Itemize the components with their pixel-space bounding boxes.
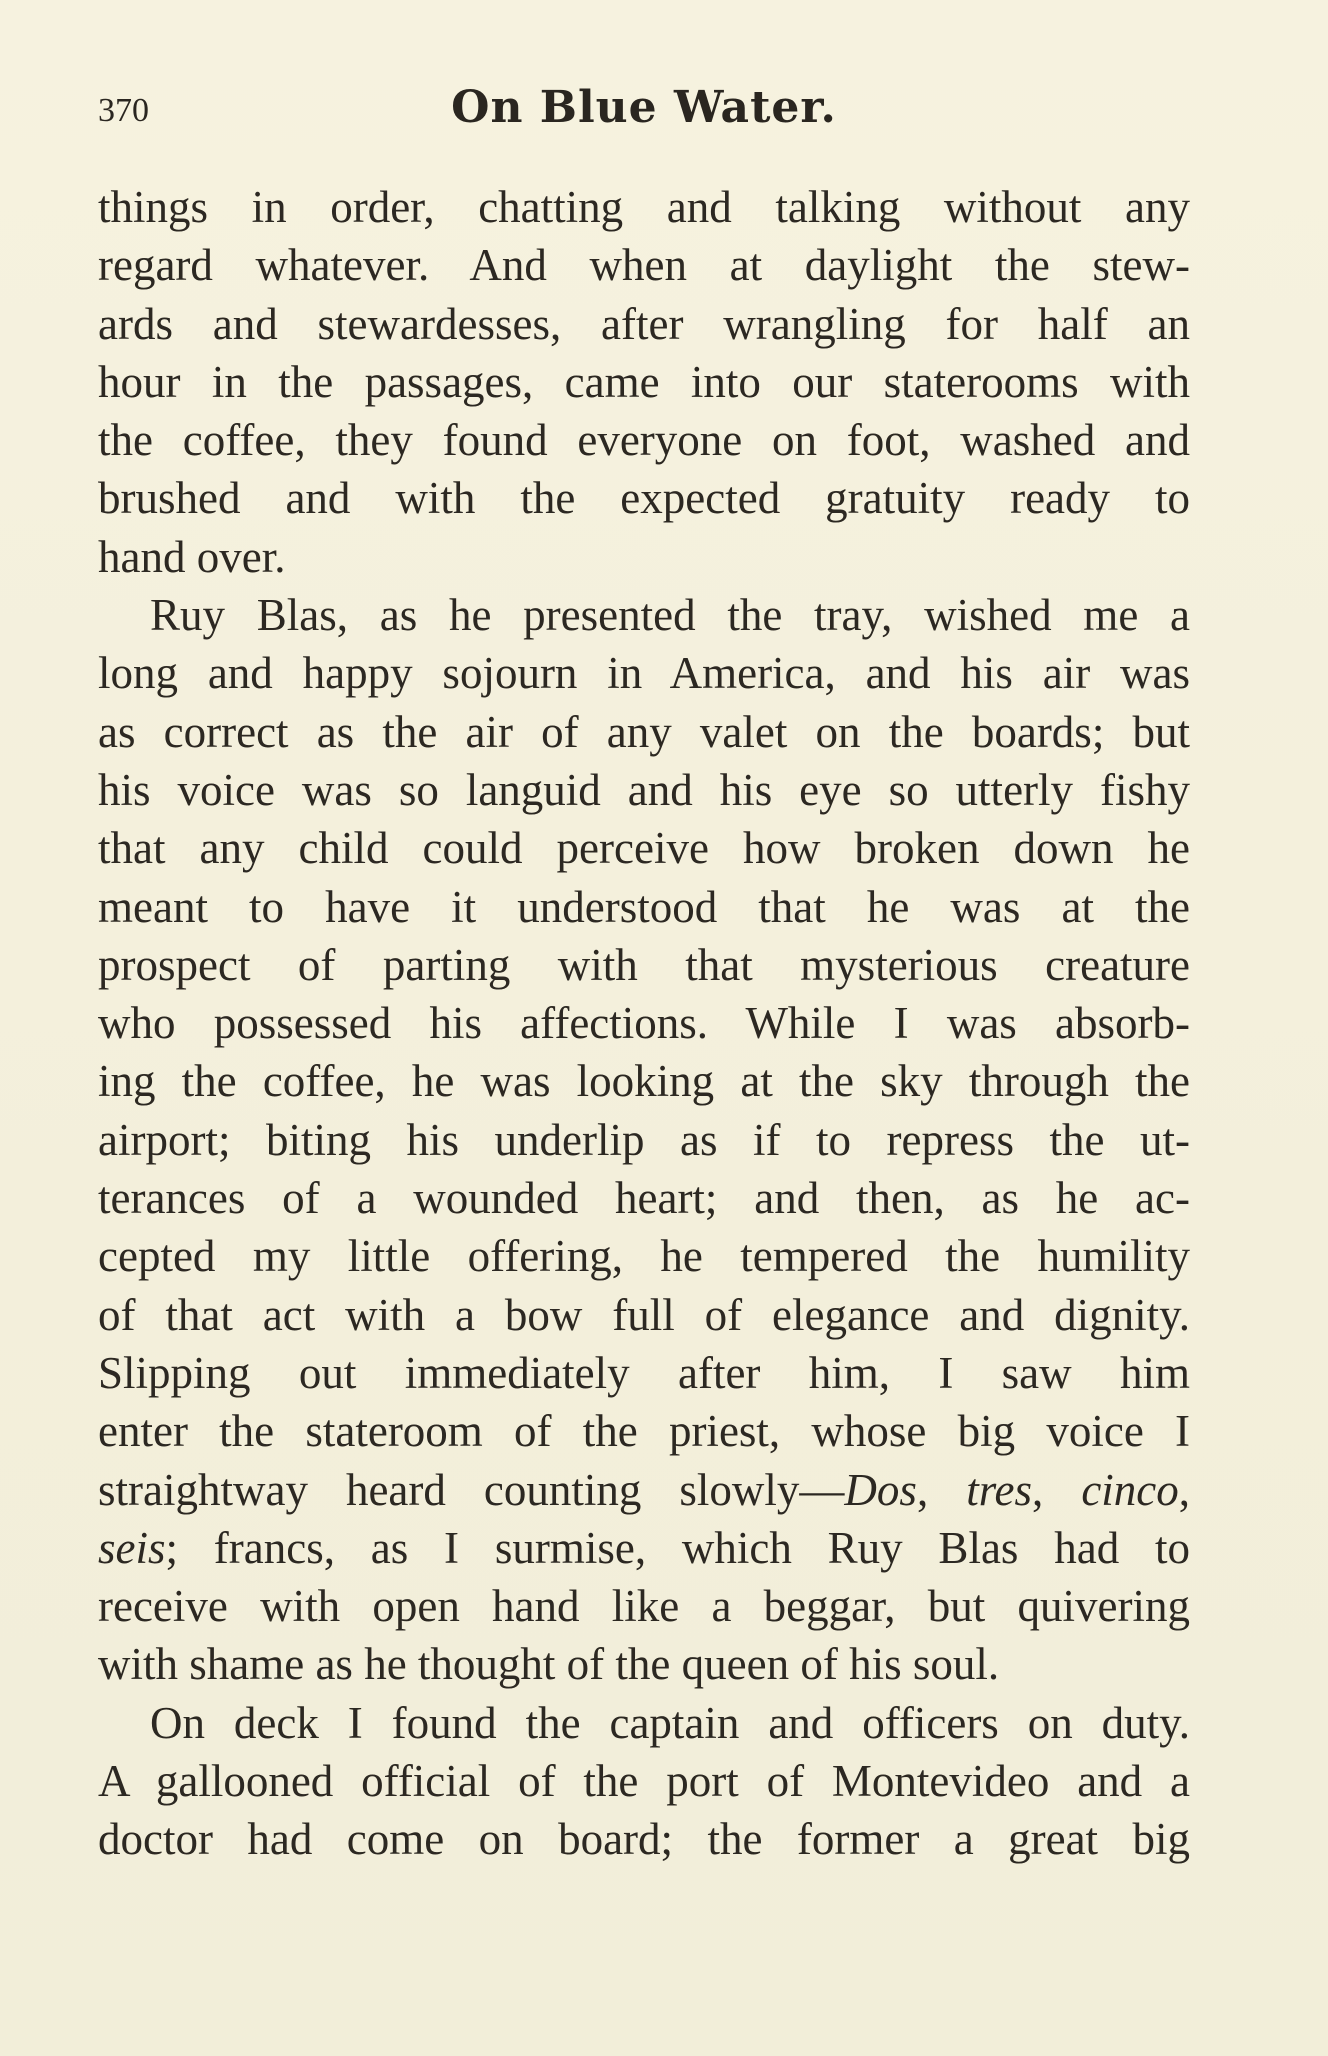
- text-line: long and happy sojourn in America, and his air was: [98, 648, 1190, 699]
- running-head: On Blue Water.: [451, 82, 837, 133]
- text-line: of that act with a bow full of elegance and dignity.: [98, 1289, 1190, 1340]
- italic-word: seis: [98, 1522, 166, 1573]
- text-line: On deck I found the captain and officers on duty.: [150, 1697, 1190, 1748]
- text-line: meant to have it understood that he was at the: [98, 881, 1190, 932]
- text-line: Slipping out immediately after him, I saw him: [98, 1347, 1190, 1398]
- text-line: prospect of parting with that mysterious creature: [98, 939, 1190, 990]
- text-line: airport; biting his underlip as if to repress the ut-: [98, 1114, 1190, 1165]
- text-span: ,: [1032, 1464, 1082, 1515]
- text-line: Ruy Blas, as he presented the tray, wished me a: [150, 590, 1190, 641]
- text-line: hour in the passages, came into our staterooms with: [98, 356, 1190, 407]
- text-line: his voice was so languid and his eye so utterly fishy: [98, 764, 1190, 815]
- text-line: [98, 1519, 1190, 1577]
- body-text: [98, 178, 1190, 1869]
- text-line: hand over.: [98, 531, 286, 582]
- text-line: regard whatever. And when at daylight the stew-: [98, 240, 1190, 291]
- text-line: who possessed his affections. While I was absorb-: [98, 998, 1190, 1049]
- text-line: that any child could perceive how broken down he: [98, 823, 1190, 874]
- text-line: terances of a wounded heart; and then, as he ac-: [98, 1173, 1190, 1224]
- text-line: [98, 1461, 1190, 1519]
- text-line: brushed and with the expected gratuity ready to: [98, 473, 1190, 524]
- text-line: things in order, chatting and talking without any: [98, 182, 1190, 232]
- text-line: enter the stateroom of the priest, whose big voice I: [98, 1406, 1190, 1457]
- page-header: [98, 82, 1190, 152]
- italic-word: cinco: [1081, 1464, 1179, 1515]
- italic-word: tres: [966, 1464, 1033, 1515]
- page-number: 370: [98, 92, 149, 129]
- text-span: ,: [916, 1464, 967, 1515]
- text-line: with shame as he thought of the queen of his soul.: [98, 1639, 1000, 1690]
- text-line: ards and stewardesses, after wrangling for half an: [98, 298, 1190, 349]
- text-line: A gallooned official of the port of Montevideo and a: [98, 1756, 1190, 1807]
- italic-word: Dos: [844, 1464, 917, 1515]
- text-line: ing the coffee, he was looking at the sky through the: [98, 1056, 1190, 1107]
- text-line: receive with open hand like a beggar, but quivering: [98, 1581, 1190, 1632]
- text-line: as correct as the air of any valet on the boards; but: [98, 706, 1190, 757]
- text-span: ; francs, as I surmise, which Ruy Blas had to: [165, 1522, 1190, 1573]
- text-span: straightway heard counting slowly—: [98, 1464, 845, 1515]
- text-line: doctor had come on board; the former a great big: [98, 1814, 1190, 1865]
- text-span: ,: [1178, 1464, 1190, 1515]
- text-line: cepted my little offering, he tempered the humility: [98, 1231, 1190, 1282]
- text-line: the coffee, they found everyone on foot, washed and: [98, 415, 1190, 466]
